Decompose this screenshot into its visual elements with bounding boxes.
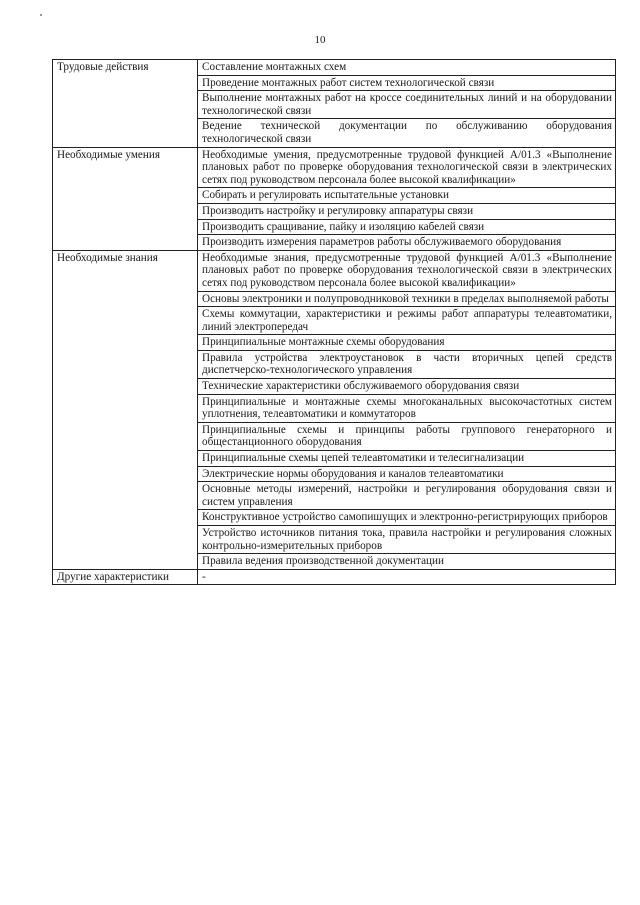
- table-row: [53, 569, 616, 585]
- section-label: Трудовые действия: [53, 60, 198, 148]
- requirement-item: -: [198, 569, 616, 585]
- requirement-item: Производить сращивание, пайку и изоляцию кабелей связи: [198, 219, 616, 235]
- requirement-item: Принципиальные и монтажные схемы многоканальных высокочастотных систем уплотнения, телеавтоматики и коммутаторов: [198, 394, 616, 422]
- competency-table: [52, 59, 616, 585]
- table-row: [53, 60, 616, 76]
- requirement-item: Составление монтажных схем: [198, 60, 616, 76]
- section-label: Другие характеристики: [53, 569, 198, 585]
- requirement-item: Принципиальные схемы цепей телеавтоматики и телесигнализации: [198, 451, 616, 467]
- requirement-item: Выполнение монтажных работ на кроссе соединительных линий и на оборудовании технологической связи: [198, 91, 616, 119]
- requirement-item: Электрические нормы оборудования и каналов телеавтоматики: [198, 466, 616, 482]
- requirement-item: Необходимые знания, предусмотренные трудовой функцией А/01.3 «Выполнение плановых работ по проверке оборудования технологической связи в электрических сетях под руководством персонала более высокой квалификации»: [198, 250, 616, 291]
- table-row: [53, 147, 616, 188]
- requirement-item: Необходимые умения, предусмотренные трудовой функцией А/01.3 «Выполнение плановых работ по проверке оборудования технологической связи в электрических сетях под руководством персонала более высокой квалификации»: [198, 147, 616, 188]
- scan-speck: [40, 14, 42, 16]
- requirement-item: Конструктивное устройство самопишущих и электронно-регистрирующих приборов: [198, 510, 616, 526]
- requirement-item: Проведение монтажных работ систем технологической связи: [198, 75, 616, 91]
- page-number: 10: [314, 34, 326, 46]
- section-label: Необходимые умения: [53, 147, 198, 250]
- requirement-item: Собирать и регулировать испытательные установки: [198, 188, 616, 204]
- requirement-item: Правила ведения производственной документации: [198, 554, 616, 570]
- requirement-item: Основные методы измерений, настройки и регулирования оборудования связи и систем управления: [198, 482, 616, 510]
- requirement-item: Принципиальные монтажные схемы оборудования: [198, 335, 616, 351]
- requirement-item: Производить измерения параметров работы обслуживаемого оборудования: [198, 235, 616, 251]
- table-row: [53, 250, 616, 291]
- requirement-item: Устройство источников питания тока, правила настройки и регулирования сложных контрольно-измерительных приборов: [198, 526, 616, 554]
- requirement-item: Основы электроники и полупроводниковой техники в пределах выполняемой работы: [198, 291, 616, 307]
- section-label: Необходимые знания: [53, 250, 198, 569]
- requirement-item: Схемы коммутации, характеристики и режимы работ аппаратуры телеавтоматики, линий электропередач: [198, 307, 616, 335]
- requirement-item: Производить настройку и регулировку аппаратуры связи: [198, 203, 616, 219]
- requirement-item: Принципиальные схемы и принципы работы группового генераторного и общестанционного оборудования: [198, 422, 616, 450]
- requirement-item: Технические характеристики обслуживаемого оборудования связи: [198, 379, 616, 395]
- requirement-item: Ведение технической документации по обслуживанию оборудования технологической связи: [198, 119, 616, 147]
- requirement-item: Правила устройства электроустановок в части вторичных цепей средств диспетчерско-технологического управления: [198, 350, 616, 378]
